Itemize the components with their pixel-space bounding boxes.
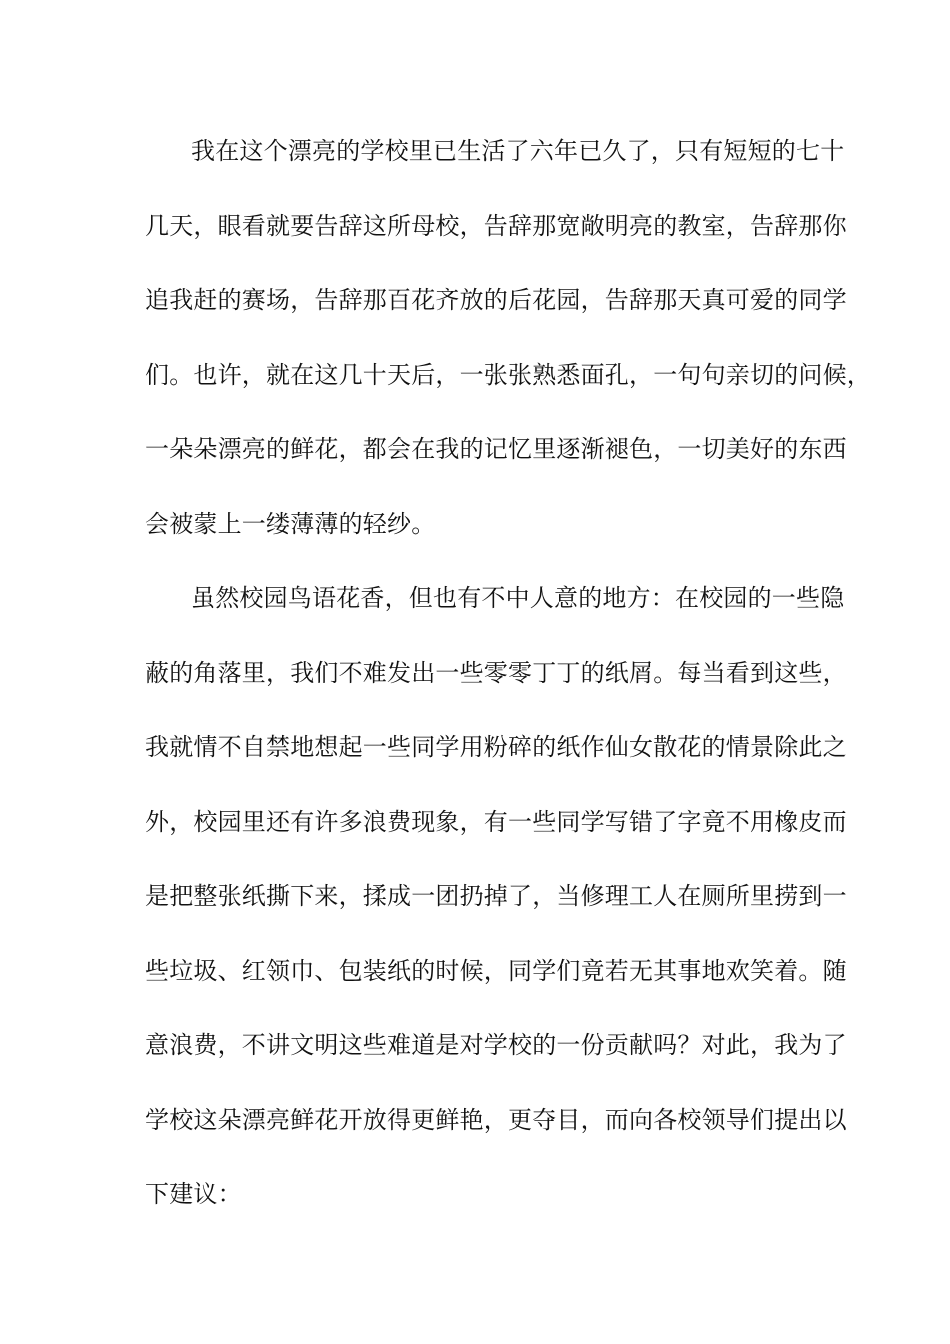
text-line: 我在这个漂亮的学校里已生活了六年已久了，只有短短的七十 <box>191 137 845 165</box>
text-line: 会被蒙上一缕薄薄的轻纱。 <box>145 509 436 538</box>
text-line: 些垃圾、红领巾、包装纸的时候，同学们竟若无其事地欢笑着。随 <box>145 956 847 985</box>
text-line: 下建议： <box>145 1180 242 1208</box>
text-line: 几天，眼看就要告辞这所母校，告辞那宽敞明亮的教室，告辞那你 <box>145 211 847 240</box>
text-line: 虽然校园鸟语花香，但也有不中人意的地方：在校园的一些隐 <box>191 584 845 612</box>
text-line: 我就情不自禁地想起一些同学用粉碎的纸作仙女散花的情景除此之 <box>145 733 847 761</box>
text-line: 蔽的角落里，我们不难发出一些零零丁丁的纸屑。每当看到这些， <box>145 658 847 687</box>
text-line: 外，校园里还有许多浪费现象，有一些同学写错了字竟不用橡皮而 <box>145 807 847 836</box>
text-line: 们。也许，就在这几十天后，一张张熟悉面孔，一句句亲切的问候， <box>145 360 871 389</box>
text-line: 学校这朵漂亮鲜花开放得更鲜艳，更夺目，而向各校领导们提出以 <box>145 1105 847 1134</box>
text-line: 追我赶的赛场，告辞那百花齐放的后花园，告辞那天真可爱的同学 <box>145 286 847 314</box>
paragraph-2 <box>145 579 847 1250</box>
paragraph-1 <box>145 132 871 579</box>
text-line: 一朵朵漂亮的鲜花，都会在我的记忆里逐渐褪色，一切美好的东西 <box>145 435 847 463</box>
document-body <box>145 132 871 1250</box>
text-line: 是把整张纸撕下来，揉成一团扔掉了，当修理工人在厕所里捞到一 <box>145 882 847 910</box>
text-line: 意浪费，不讲文明这些难道是对学校的一份贡献吗？对此，我为了 <box>145 1031 847 1059</box>
